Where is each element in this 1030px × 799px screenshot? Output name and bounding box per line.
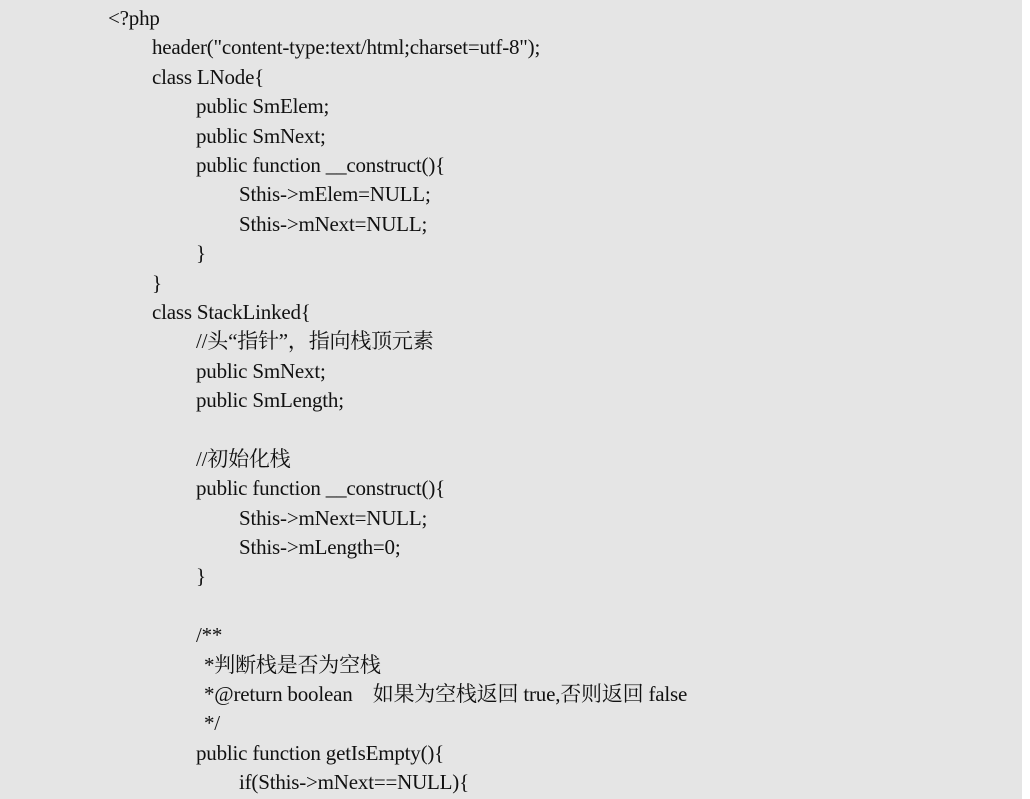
code-lines	[0, 4, 687, 798]
code-line: *@return boolean 如果为空栈返回 true,否则返回 false	[204, 681, 688, 706]
code-line: }	[152, 270, 162, 295]
code-line: Sthis->mNext=NULL;	[239, 211, 428, 236]
code-line: *判断栈是否为空栈	[204, 652, 381, 677]
code-line: Sthis->mNext=NULL;	[239, 505, 428, 530]
code-line: }	[196, 241, 206, 266]
code-line: //头“指针”，指向栈顶元素	[196, 329, 434, 354]
code-line: public SmLength;	[196, 388, 344, 413]
code-line: public SmNext;	[196, 123, 326, 148]
code-line: }	[196, 564, 206, 589]
code-line: public SmElem;	[196, 94, 330, 119]
code-line	[0, 415, 687, 444]
code-line: /**	[196, 623, 223, 648]
code-line: public function __construct(){	[196, 476, 446, 501]
code-line: public function __construct(){	[196, 152, 446, 177]
code-line: class LNode{	[152, 64, 265, 89]
code-line	[0, 592, 687, 621]
code-line: if(Sthis->mNext==NULL){	[239, 770, 469, 795]
code-line: <?php	[108, 6, 160, 30]
code-line: header("content-type:text/html;charset=utf-8");	[152, 35, 541, 60]
page-right-margin	[1022, 0, 1030, 799]
code-line: public SmNext;	[196, 358, 326, 383]
code-line: Sthis->mElem=NULL;	[239, 182, 431, 207]
code-line: class StackLinked{	[152, 299, 311, 324]
code-line: //初始化栈	[196, 446, 291, 471]
code-line: public function getIsEmpty(){	[196, 740, 445, 765]
code-line: */	[204, 711, 220, 736]
code-line: Sthis->mLength=0;	[239, 535, 401, 560]
